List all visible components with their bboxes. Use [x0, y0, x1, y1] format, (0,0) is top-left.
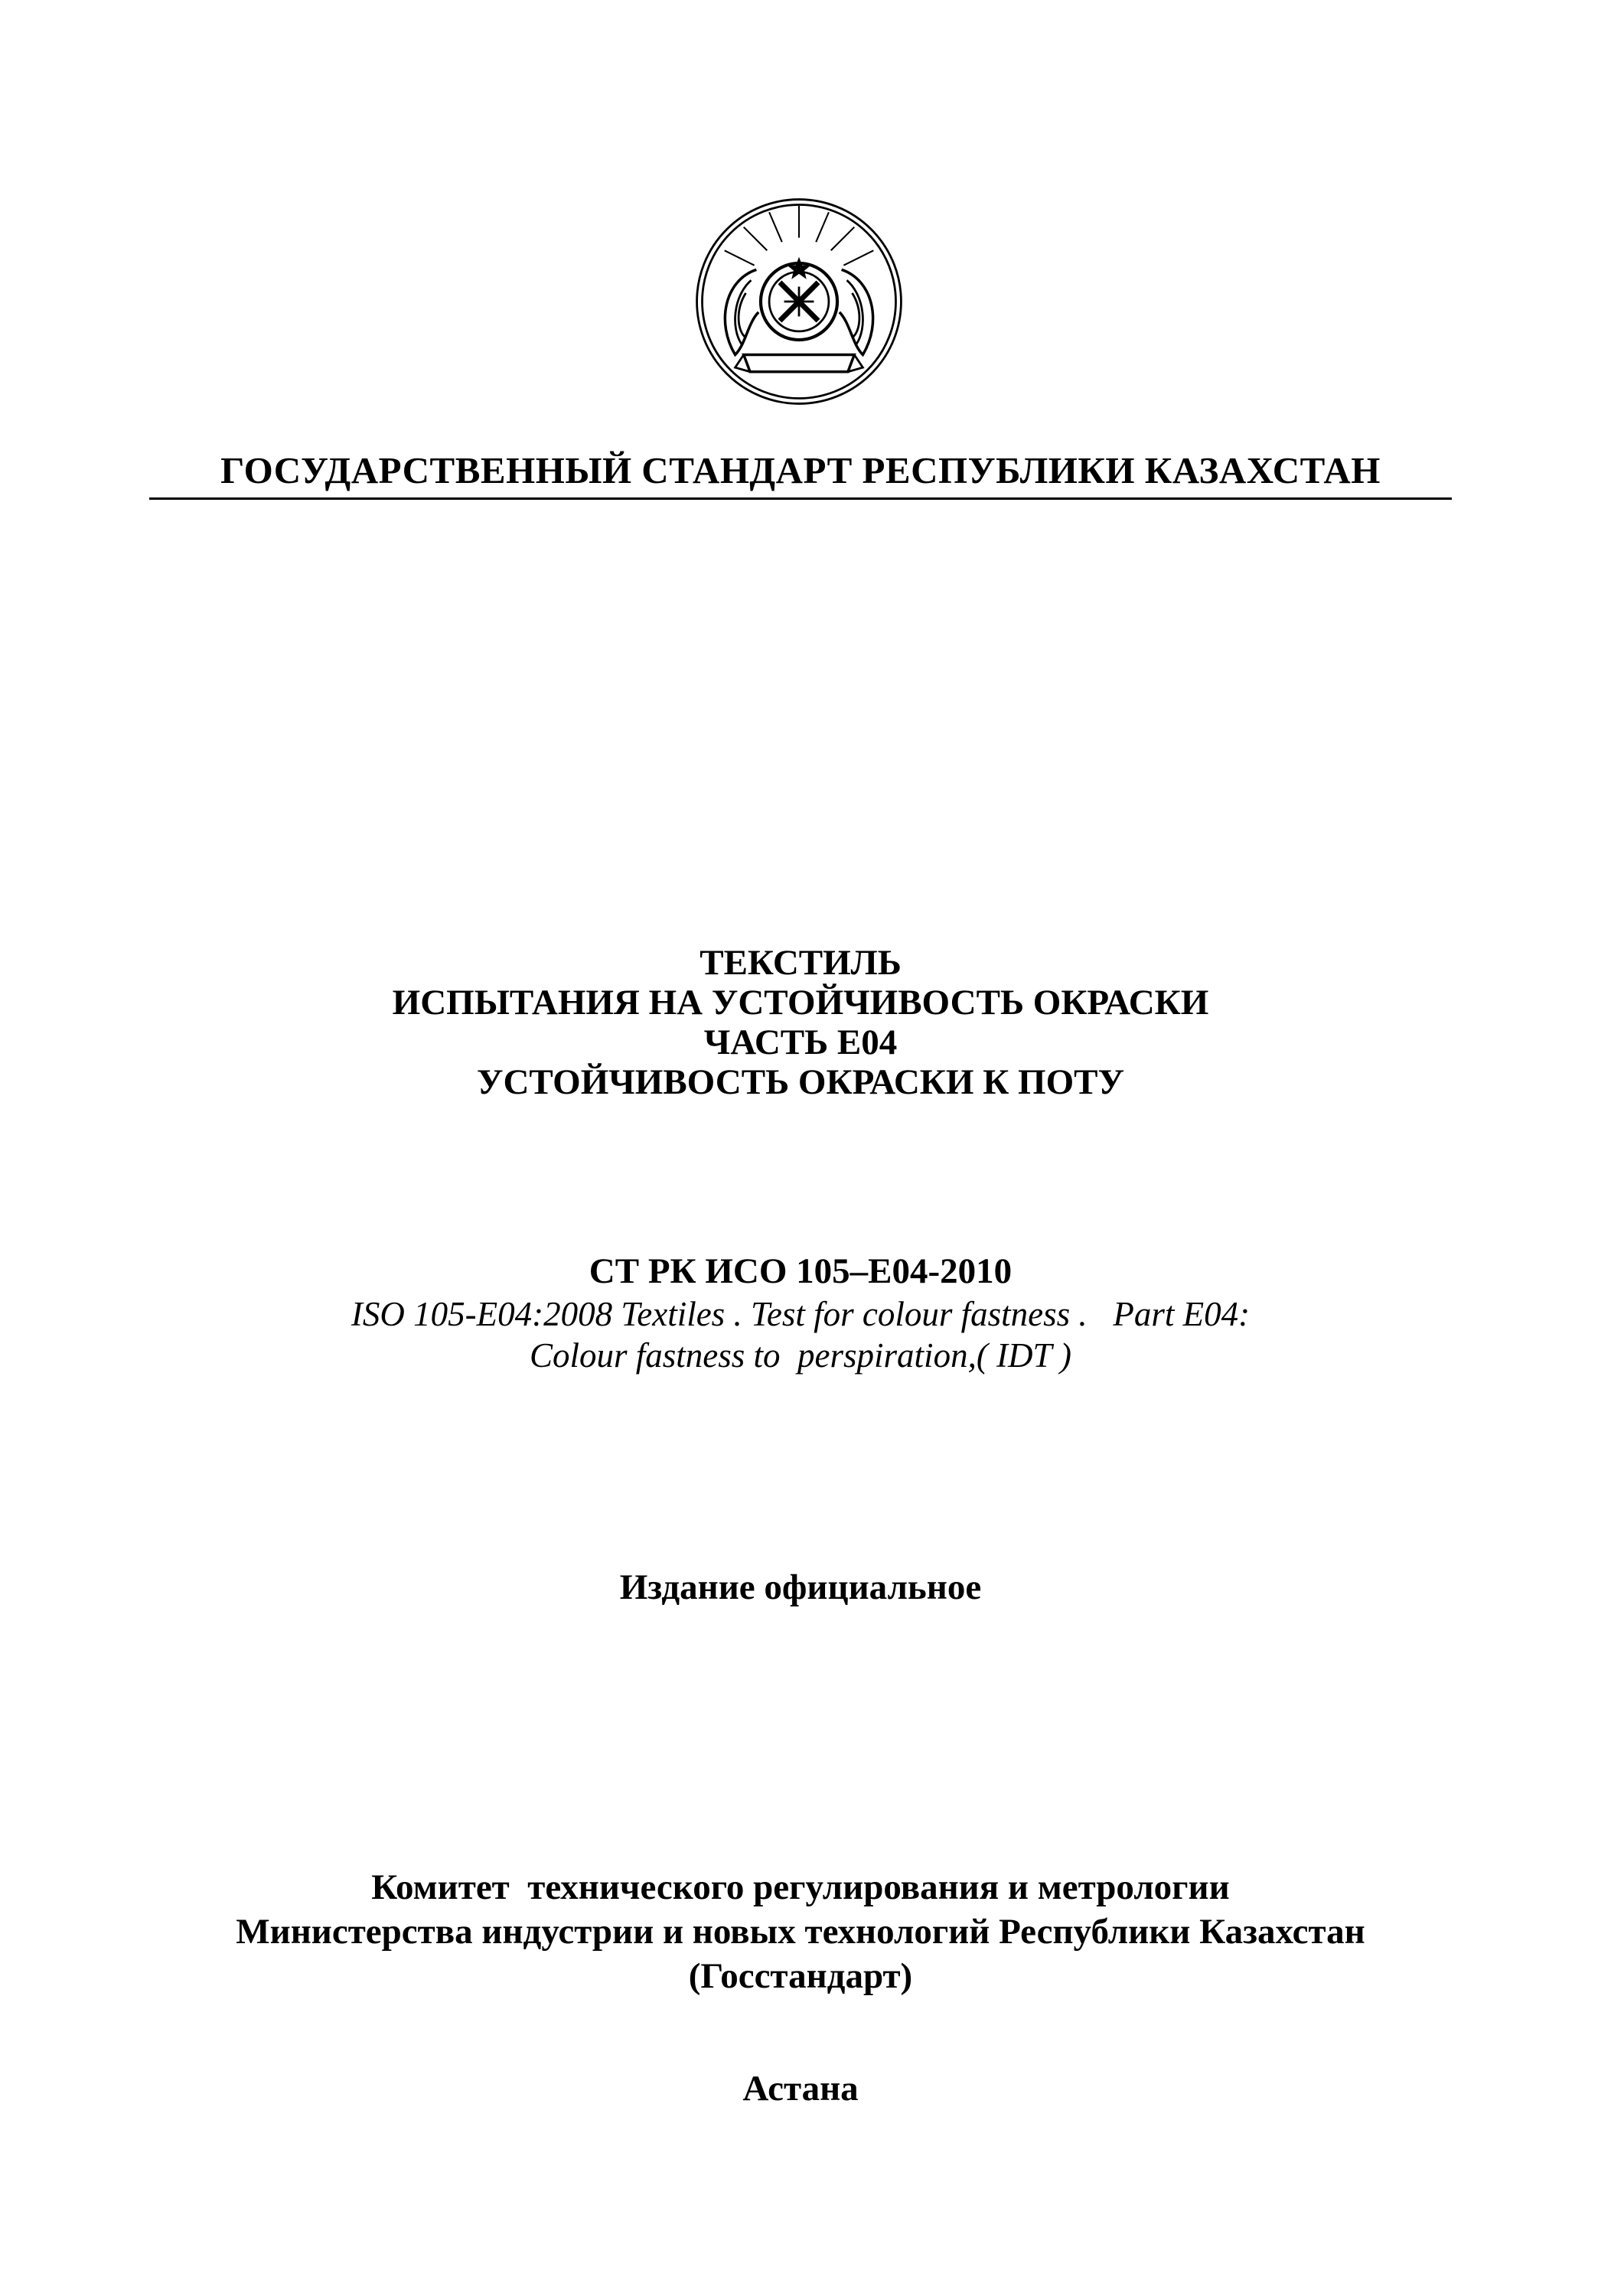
state-emblem-icon [693, 195, 905, 408]
iso-reference-line: ISO 105-E04:2008 Textiles . Test for colour fastness . Part E04: [351, 1295, 1251, 1333]
edition-label: Издание официальное [619, 1567, 982, 1607]
state-standard-heading: ГОСУДАРСТВЕННЫЙ СТАНДАРТ РЕСПУБЛИКИ КАЗАХСТАН [220, 449, 1381, 491]
heading-divider [149, 497, 1452, 500]
document-title [149, 943, 1452, 1102]
title-line: ТЕКСТИЛЬ [699, 943, 902, 983]
title-line: ЧАСТЬ Е04 [703, 1022, 898, 1062]
publisher-line: Министерства индустрии и новых технологий Республики Казахстан [236, 1912, 1365, 1952]
standard-code: СТ РК ИСО 105–Е04-2010 [589, 1251, 1013, 1291]
publisher-line: Комитет технического регулирования и метрологии [371, 1867, 1230, 1907]
title-line: УСТОЙЧИВОСТЬ ОКРАСКИ К ПОТУ [477, 1062, 1124, 1102]
publisher-block [149, 1865, 1452, 1998]
title-line: ИСПЫТАНИЯ НА УСТОЙЧИВОСТЬ ОКРАСКИ [392, 983, 1209, 1022]
standard-designation [149, 1249, 1452, 1376]
publication-city: Астана [742, 2069, 859, 2108]
iso-reference-line: Colour fastness to perspiration,( IDT ) [530, 1336, 1071, 1375]
publisher-line: (Госстандарт) [688, 1956, 913, 1996]
